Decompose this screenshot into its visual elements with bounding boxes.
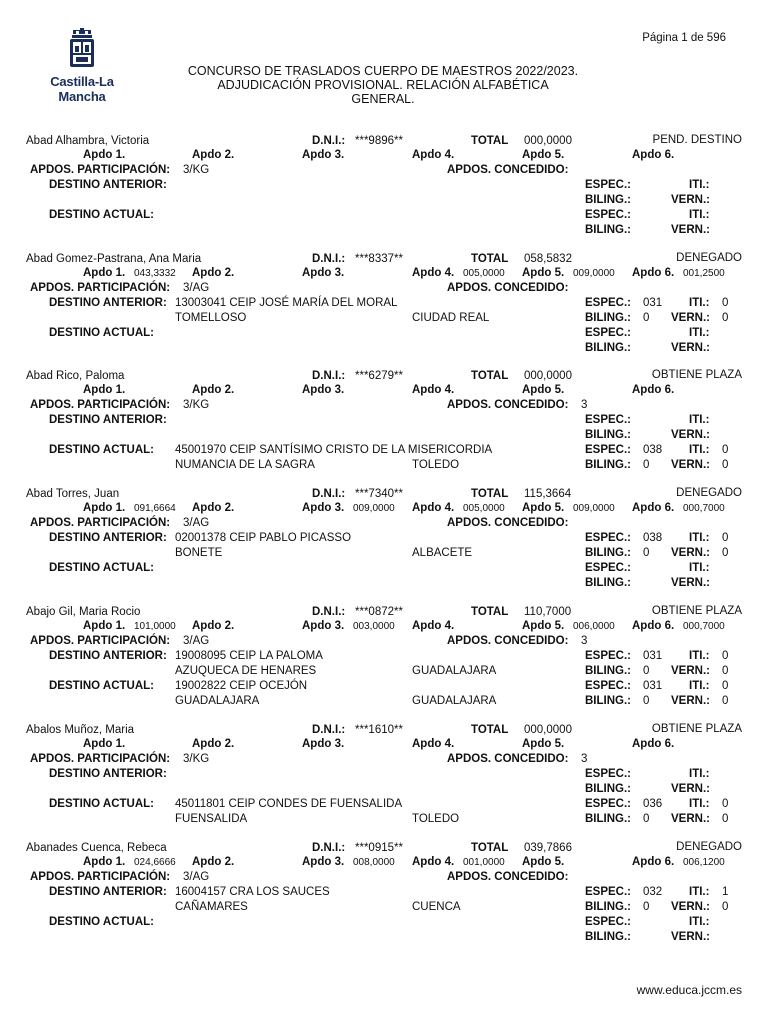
participacion-value: 3/AG bbox=[183, 871, 210, 883]
dni-value: ***0872** bbox=[355, 606, 403, 618]
iti-label: ITI.: bbox=[689, 532, 710, 544]
biling-value: 0 bbox=[643, 813, 650, 825]
dni-label: D.N.I.: bbox=[312, 488, 346, 500]
total-value: 000,0000 bbox=[524, 724, 572, 736]
destino-actual-provincia: TOLEDO bbox=[412, 459, 460, 471]
participacion-label: APDOS. PARTICIPACIÓN: bbox=[30, 753, 171, 765]
vern-value: 0 bbox=[722, 901, 729, 913]
candidate-record bbox=[0, 369, 768, 479]
apdo-1-label: Apdo 1. bbox=[83, 856, 126, 868]
total-label: TOTAL bbox=[471, 724, 509, 736]
status-badge: DENEGADO bbox=[676, 487, 742, 499]
apdo-4-value: 005,0000 bbox=[463, 268, 505, 279]
destino-anterior-localidad: AZUQUECA DE HENARES bbox=[175, 665, 317, 677]
document-title-line-3: GENERAL. bbox=[351, 92, 415, 106]
concedido-label: APDOS. CONCEDIDO: bbox=[447, 635, 569, 647]
iti-value: 1 bbox=[722, 886, 729, 898]
apdo-6-value: 001,2500 bbox=[683, 268, 725, 279]
espec-label: ESPEC.: bbox=[585, 562, 632, 574]
document-title-line-1: CONCURSO DE TRASLADOS CUERPO DE MAESTROS 2022/2023. bbox=[187, 64, 579, 78]
biling-label: BILING.: bbox=[585, 577, 631, 589]
apdo-1-value: 101,0000 bbox=[134, 621, 176, 632]
destino-anterior-centro: 13003041 CEIP JOSÉ MARÍA DEL MORAL bbox=[175, 297, 398, 309]
espec-label: ESPEC.: bbox=[585, 916, 632, 928]
candidate-record bbox=[0, 487, 768, 597]
destino-anterior-localidad: BONETE bbox=[175, 547, 223, 559]
apdo-6-label: Apdo 6. bbox=[632, 149, 675, 161]
candidate-record bbox=[0, 605, 768, 715]
vern-label: VERN.: bbox=[671, 194, 710, 206]
vern-label: VERN.: bbox=[671, 459, 710, 471]
vern-label: VERN.: bbox=[671, 342, 710, 354]
total-value: 000,0000 bbox=[524, 135, 572, 147]
espec-label: ESPEC.: bbox=[585, 209, 632, 221]
biling-label: BILING.: bbox=[585, 429, 631, 441]
dni-label: D.N.I.: bbox=[312, 724, 346, 736]
participacion-value: 3/KG bbox=[183, 753, 210, 765]
concedido-label: APDOS. CONCEDIDO: bbox=[447, 753, 569, 765]
apdo-1-label: Apdo 1. bbox=[83, 384, 126, 396]
destino-anterior-provincia: CIUDAD REAL bbox=[412, 312, 490, 324]
dni-value: ***0915** bbox=[355, 842, 403, 854]
apdo-5-label: Apdo 5. bbox=[522, 856, 565, 868]
apdo-2-label: Apdo 2. bbox=[192, 620, 235, 632]
apdo-3-value: 008,0000 bbox=[353, 857, 395, 868]
total-value: 039,7866 bbox=[524, 842, 572, 854]
document-title-line-2: ADJUDICACIÓN PROVISIONAL. RELACIÓN ALFABÉTICA bbox=[217, 78, 549, 92]
biling-value: 0 bbox=[643, 695, 650, 707]
destino-actual-provincia: GUADALAJARA bbox=[412, 695, 497, 707]
destino-anterior-label: DESTINO ANTERIOR: bbox=[49, 768, 167, 780]
apdo-1-value: 091,6664 bbox=[134, 503, 176, 514]
espec-label: ESPEC.: bbox=[585, 768, 632, 780]
vern-label: VERN.: bbox=[671, 312, 710, 324]
apdo-1-label: Apdo 1. bbox=[83, 502, 126, 514]
biling-label: BILING.: bbox=[585, 312, 631, 324]
participacion-label: APDOS. PARTICIPACIÓN: bbox=[30, 399, 171, 411]
apdo-3-label: Apdo 3. bbox=[302, 502, 345, 514]
destino-actual-label: DESTINO ACTUAL: bbox=[49, 444, 154, 456]
dni-label: D.N.I.: bbox=[312, 842, 346, 854]
apdo-5-label: Apdo 5. bbox=[522, 620, 565, 632]
destino-anterior-localidad: CAÑAMARES bbox=[175, 901, 248, 913]
destino-anterior-label: DESTINO ANTERIOR: bbox=[49, 414, 167, 426]
destino-actual-provincia: TOLEDO bbox=[412, 813, 460, 825]
destino-anterior-centro: 02001378 CEIP PABLO PICASSO bbox=[175, 532, 352, 544]
biling-label: BILING.: bbox=[585, 783, 631, 795]
apdo-6-label: Apdo 6. bbox=[632, 502, 675, 514]
apdo-5-value: 009,0000 bbox=[573, 503, 615, 514]
apdo-3-value: 003,0000 bbox=[353, 621, 395, 632]
page-number: Página 1 de 596 bbox=[642, 32, 726, 44]
destino-actual-centro: 45001970 CEIP SANTÍSIMO CRISTO DE LA MISERICORDIA bbox=[175, 444, 493, 456]
apdo-4-value: 001,0000 bbox=[463, 857, 505, 868]
candidate-record bbox=[0, 134, 768, 244]
espec-label: ESPEC.: bbox=[585, 650, 632, 662]
espec-value: 031 bbox=[643, 650, 663, 662]
biling-label: BILING.: bbox=[585, 224, 631, 236]
candidate-name: Abanades Cuenca, Rebeca bbox=[26, 842, 167, 854]
iti-label: ITI.: bbox=[689, 562, 710, 574]
status-badge: OBTIENE PLAZA bbox=[651, 605, 742, 617]
candidate-name: Abad Alhambra, Victoria bbox=[26, 135, 150, 147]
total-label: TOTAL bbox=[471, 842, 509, 854]
espec-label: ESPEC.: bbox=[585, 886, 632, 898]
espec-value: 032 bbox=[643, 886, 663, 898]
apdo-5-value: 006,0000 bbox=[573, 621, 615, 632]
iti-label: ITI.: bbox=[689, 179, 710, 191]
destino-anterior-provincia: ALBACETE bbox=[412, 547, 473, 559]
apdo-1-label: Apdo 1. bbox=[83, 149, 126, 161]
apdo-1-value: 024,6666 bbox=[134, 857, 176, 868]
status-badge: DENEGADO bbox=[676, 252, 742, 264]
biling-label: BILING.: bbox=[585, 695, 631, 707]
logo-text: Castilla-La Mancha bbox=[50, 74, 114, 104]
dni-label: D.N.I.: bbox=[312, 370, 346, 382]
participacion-value: 3/KG bbox=[183, 164, 210, 176]
total-label: TOTAL bbox=[471, 488, 509, 500]
apdo-3-label: Apdo 3. bbox=[302, 267, 345, 279]
participacion-label: APDOS. PARTICIPACIÓN: bbox=[30, 635, 171, 647]
destino-actual-centro: 19002822 CEIP OCEJÓN bbox=[175, 680, 308, 692]
participacion-label: APDOS. PARTICIPACIÓN: bbox=[30, 871, 171, 883]
iti-label: ITI.: bbox=[689, 916, 710, 928]
footer-url: www.educa.jccm.es bbox=[636, 983, 742, 997]
apdo-3-label: Apdo 3. bbox=[302, 620, 345, 632]
iti-label: ITI.: bbox=[689, 414, 710, 426]
total-value: 000,0000 bbox=[524, 370, 572, 382]
vern-label: VERN.: bbox=[671, 813, 710, 825]
status-badge: PEND. DESTINO bbox=[652, 134, 742, 146]
apdo-5-label: Apdo 5. bbox=[522, 738, 565, 750]
espec-value: 031 bbox=[643, 297, 663, 309]
dni-label: D.N.I.: bbox=[312, 606, 346, 618]
biling-value: 0 bbox=[643, 901, 650, 913]
biling-value: 0 bbox=[643, 547, 650, 559]
dni-value: ***7340** bbox=[355, 488, 403, 500]
apdo-6-label: Apdo 6. bbox=[632, 738, 675, 750]
iti-label: ITI.: bbox=[689, 768, 710, 780]
espec-label: ESPEC.: bbox=[585, 297, 632, 309]
apdo-4-label: Apdo 4. bbox=[412, 149, 455, 161]
apdo-2-label: Apdo 2. bbox=[192, 738, 235, 750]
apdo-6-label: Apdo 6. bbox=[632, 267, 675, 279]
apdo-1-label: Apdo 1. bbox=[83, 620, 126, 632]
espec-label: ESPEC.: bbox=[585, 327, 632, 339]
destino-anterior-label: DESTINO ANTERIOR: bbox=[49, 179, 167, 191]
concedido-label: APDOS. CONCEDIDO: bbox=[447, 399, 569, 411]
dni-value: ***6279** bbox=[355, 370, 403, 382]
biling-value: 0 bbox=[643, 459, 650, 471]
apdo-3-label: Apdo 3. bbox=[302, 384, 345, 396]
apdo-2-label: Apdo 2. bbox=[192, 384, 235, 396]
apdo-6-label: Apdo 6. bbox=[632, 620, 675, 632]
status-badge: OBTIENE PLAZA bbox=[651, 369, 742, 381]
dni-value: ***1610** bbox=[355, 724, 403, 736]
apdo-4-label: Apdo 4. bbox=[412, 502, 455, 514]
destino-actual-centro: 45011801 CEIP CONDES DE FUENSALIDA bbox=[175, 798, 403, 810]
espec-value: 036 bbox=[643, 798, 663, 810]
apdo-4-label: Apdo 4. bbox=[412, 384, 455, 396]
biling-value: 0 bbox=[643, 312, 650, 324]
destino-anterior-centro: 16004157 CRA LOS SAUCES bbox=[175, 886, 330, 898]
apdo-6-label: Apdo 6. bbox=[632, 856, 675, 868]
destino-actual-label: DESTINO ACTUAL: bbox=[49, 680, 154, 692]
biling-label: BILING.: bbox=[585, 665, 631, 677]
concedido-label: APDOS. CONCEDIDO: bbox=[447, 164, 569, 176]
apdo-4-label: Apdo 4. bbox=[412, 267, 455, 279]
vern-label: VERN.: bbox=[671, 783, 710, 795]
candidate-record bbox=[0, 252, 768, 362]
destino-actual-localidad: GUADALAJARA bbox=[175, 695, 260, 707]
apdo-6-label: Apdo 6. bbox=[632, 384, 675, 396]
iti-value: 0 bbox=[722, 297, 729, 309]
candidate-record bbox=[0, 841, 768, 951]
vern-value: 0 bbox=[722, 547, 729, 559]
apdo-2-label: Apdo 2. bbox=[192, 856, 235, 868]
participacion-label: APDOS. PARTICIPACIÓN: bbox=[30, 164, 171, 176]
vern-label: VERN.: bbox=[671, 695, 710, 707]
apdo-2-label: Apdo 2. bbox=[192, 267, 235, 279]
biling-label: BILING.: bbox=[585, 194, 631, 206]
status-badge: DENEGADO bbox=[676, 841, 742, 853]
destino-anterior-provincia: GUADALAJARA bbox=[412, 665, 497, 677]
apdo-6-value: 000,7000 bbox=[683, 503, 725, 514]
dni-value: ***8337** bbox=[355, 253, 403, 265]
apdo-3-label: Apdo 3. bbox=[302, 856, 345, 868]
apdo-5-value: 009,0000 bbox=[573, 268, 615, 279]
destino-anterior-label: DESTINO ANTERIOR: bbox=[49, 297, 167, 309]
apdo-1-label: Apdo 1. bbox=[83, 267, 126, 279]
total-value: 115,3664 bbox=[524, 488, 572, 500]
candidate-name: Abad Torres, Juan bbox=[26, 488, 120, 500]
vern-value: 0 bbox=[722, 813, 729, 825]
iti-value: 0 bbox=[722, 798, 729, 810]
destino-anterior-label: DESTINO ANTERIOR: bbox=[49, 532, 167, 544]
iti-label: ITI.: bbox=[689, 444, 710, 456]
apdo-4-label: Apdo 4. bbox=[412, 620, 455, 632]
espec-label: ESPEC.: bbox=[585, 414, 632, 426]
destino-actual-label: DESTINO ACTUAL: bbox=[49, 327, 154, 339]
destino-actual-label: DESTINO ACTUAL: bbox=[49, 916, 154, 928]
candidate-name: Abad Gomez-Pastrana, Ana Maria bbox=[26, 253, 202, 265]
espec-value: 031 bbox=[643, 680, 663, 692]
biling-label: BILING.: bbox=[585, 342, 631, 354]
concedido-value: 3 bbox=[581, 635, 588, 647]
concedido-value: 3 bbox=[581, 753, 588, 765]
concedido-label: APDOS. CONCEDIDO: bbox=[447, 871, 569, 883]
destino-actual-localidad: NUMANCIA DE LA SAGRA bbox=[175, 459, 315, 471]
candidate-record bbox=[0, 723, 768, 833]
iti-value: 0 bbox=[722, 444, 729, 456]
participacion-value: 3/AG bbox=[183, 635, 210, 647]
vern-label: VERN.: bbox=[671, 901, 710, 913]
total-label: TOTAL bbox=[471, 606, 509, 618]
espec-label: ESPEC.: bbox=[585, 179, 632, 191]
apdo-6-value: 006,1200 bbox=[683, 857, 725, 868]
espec-label: ESPEC.: bbox=[585, 532, 632, 544]
candidate-name: Abad Rico, Paloma bbox=[26, 370, 125, 382]
espec-value: 038 bbox=[643, 532, 663, 544]
destino-anterior-label: DESTINO ANTERIOR: bbox=[49, 886, 167, 898]
apdo-4-label: Apdo 4. bbox=[412, 856, 455, 868]
iti-value: 0 bbox=[722, 680, 729, 692]
apdo-1-value: 043,3332 bbox=[134, 268, 176, 279]
dni-label: D.N.I.: bbox=[312, 253, 346, 265]
apdo-3-label: Apdo 3. bbox=[302, 738, 345, 750]
destino-anterior-localidad: TOMELLOSO bbox=[175, 312, 247, 324]
apdo-6-value: 000,7000 bbox=[683, 621, 725, 632]
vern-label: VERN.: bbox=[671, 931, 710, 943]
biling-label: BILING.: bbox=[585, 813, 631, 825]
vern-value: 0 bbox=[722, 695, 729, 707]
candidate-name: Abajo Gil, Maria Rocio bbox=[26, 606, 141, 618]
total-label: TOTAL bbox=[471, 135, 509, 147]
participacion-value: 3/AG bbox=[183, 517, 210, 529]
concedido-label: APDOS. CONCEDIDO: bbox=[447, 517, 569, 529]
espec-value: 038 bbox=[643, 444, 663, 456]
espec-label: ESPEC.: bbox=[585, 444, 632, 456]
status-badge: OBTIENE PLAZA bbox=[651, 723, 742, 735]
destino-actual-label: DESTINO ACTUAL: bbox=[49, 798, 154, 810]
total-label: TOTAL bbox=[471, 370, 509, 382]
espec-label: ESPEC.: bbox=[585, 798, 632, 810]
vern-value: 0 bbox=[722, 459, 729, 471]
concedido-label: APDOS. CONCEDIDO: bbox=[447, 282, 569, 294]
apdo-2-label: Apdo 2. bbox=[192, 502, 235, 514]
destino-anterior-centro: 19008095 CEIP LA PALOMA bbox=[175, 650, 323, 662]
iti-value: 0 bbox=[722, 532, 729, 544]
total-label: TOTAL bbox=[471, 253, 509, 265]
iti-value: 0 bbox=[722, 650, 729, 662]
destino-actual-label: DESTINO ACTUAL: bbox=[49, 209, 154, 221]
participacion-label: APDOS. PARTICIPACIÓN: bbox=[30, 517, 171, 529]
vern-label: VERN.: bbox=[671, 577, 710, 589]
participacion-label: APDOS. PARTICIPACIÓN: bbox=[30, 282, 171, 294]
concedido-value: 3 bbox=[581, 399, 588, 411]
participacion-value: 3/KG bbox=[183, 399, 210, 411]
apdo-3-label: Apdo 3. bbox=[302, 149, 345, 161]
destino-actual-localidad: FUENSALIDA bbox=[175, 813, 248, 825]
participacion-value: 3/AG bbox=[183, 282, 210, 294]
apdo-5-label: Apdo 5. bbox=[522, 384, 565, 396]
biling-value: 0 bbox=[643, 665, 650, 677]
espec-label: ESPEC.: bbox=[585, 680, 632, 692]
coat-of-arms-icon bbox=[26, 28, 138, 74]
destino-anterior-provincia: CUENCA bbox=[412, 901, 461, 913]
iti-label: ITI.: bbox=[689, 297, 710, 309]
iti-label: ITI.: bbox=[689, 209, 710, 221]
vern-label: VERN.: bbox=[671, 429, 710, 441]
apdo-5-label: Apdo 5. bbox=[522, 149, 565, 161]
dni-value: ***9896** bbox=[355, 135, 403, 147]
apdo-4-label: Apdo 4. bbox=[412, 738, 455, 750]
biling-label: BILING.: bbox=[585, 547, 631, 559]
biling-label: BILING.: bbox=[585, 459, 631, 471]
iti-label: ITI.: bbox=[689, 798, 710, 810]
apdo-4-value: 005,0000 bbox=[463, 503, 505, 514]
iti-label: ITI.: bbox=[689, 886, 710, 898]
apdo-2-label: Apdo 2. bbox=[192, 149, 235, 161]
destino-anterior-label: DESTINO ANTERIOR: bbox=[49, 650, 167, 662]
apdo-1-label: Apdo 1. bbox=[83, 738, 126, 750]
candidate-name: Abalos Muñoz, Maria bbox=[26, 724, 135, 736]
biling-label: BILING.: bbox=[585, 931, 631, 943]
apdo-3-value: 009,0000 bbox=[353, 503, 395, 514]
biling-label: BILING.: bbox=[585, 901, 631, 913]
apdo-5-label: Apdo 5. bbox=[522, 502, 565, 514]
dni-label: D.N.I.: bbox=[312, 135, 346, 147]
vern-value: 0 bbox=[722, 312, 729, 324]
apdo-5-label: Apdo 5. bbox=[522, 267, 565, 279]
vern-value: 0 bbox=[722, 665, 729, 677]
iti-label: ITI.: bbox=[689, 327, 710, 339]
castilla-la-mancha-logo bbox=[26, 28, 138, 104]
vern-label: VERN.: bbox=[671, 547, 710, 559]
vern-label: VERN.: bbox=[671, 224, 710, 236]
total-value: 058,5832 bbox=[524, 253, 572, 265]
vern-label: VERN.: bbox=[671, 665, 710, 677]
destino-actual-label: DESTINO ACTUAL: bbox=[49, 562, 154, 574]
iti-label: ITI.: bbox=[689, 680, 710, 692]
iti-label: ITI.: bbox=[689, 650, 710, 662]
total-value: 110,7000 bbox=[524, 606, 572, 618]
